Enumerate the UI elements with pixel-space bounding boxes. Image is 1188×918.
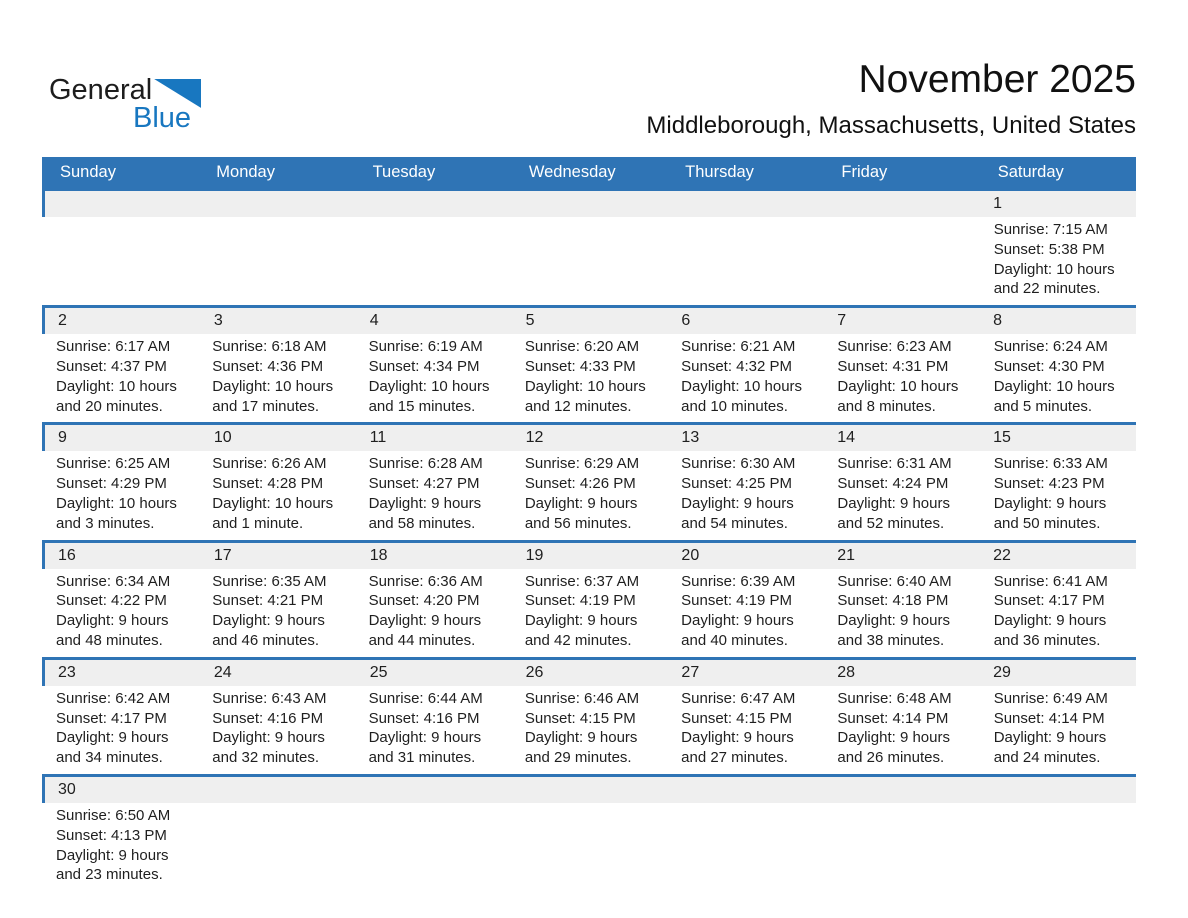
day-number: 27 — [681, 663, 700, 681]
detail-line: Sunrise: 6:48 AM — [837, 689, 952, 707]
day-details-row — [42, 803, 1136, 891]
detail-line: Sunrise: 6:17 AM — [56, 338, 171, 356]
detail-line: Sunset: 4:16 PM — [212, 709, 324, 727]
detail-line: Sunset: 4:29 PM — [56, 475, 167, 493]
detail-line: and 32 minutes. — [212, 749, 320, 767]
day-number: 7 — [837, 312, 847, 330]
detail-line: Daylight: 9 hours — [993, 729, 1107, 747]
day-number: 23 — [58, 663, 76, 681]
day-cell-details — [667, 334, 823, 422]
detail-line: and 3 minutes. — [56, 514, 155, 532]
detail-line: Sunset: 4:37 PM — [56, 357, 167, 375]
day-number: 30 — [58, 780, 76, 798]
day-number: 19 — [525, 546, 544, 564]
page-title: November 2025 — [858, 58, 1136, 101]
detail-line: Sunset: 4:26 PM — [524, 475, 636, 493]
detail-line: and 8 minutes. — [837, 397, 936, 415]
day-details-row — [42, 217, 1136, 305]
day-number: 13 — [681, 429, 700, 447]
detail-line: Daylight: 9 hours — [368, 612, 482, 630]
detail-line: Daylight: 10 hours — [993, 260, 1115, 278]
weekday-saturday: Saturday — [997, 163, 1064, 181]
weekday-friday: Friday — [841, 163, 888, 181]
empty-day-cell — [511, 217, 667, 305]
day-number: 2 — [58, 312, 67, 330]
day-number: 26 — [525, 663, 544, 681]
detail-line: Sunset: 4:28 PM — [212, 475, 324, 493]
detail-line: and 36 minutes. — [993, 631, 1101, 649]
detail-line: and 5 minutes. — [993, 397, 1093, 415]
detail-line: Daylight: 9 hours — [524, 494, 638, 512]
empty-day-cell — [198, 217, 354, 305]
detail-line: and 52 minutes. — [837, 514, 945, 532]
detail-line: and 1 minute. — [212, 514, 304, 532]
detail-line: Sunrise: 6:34 AM — [56, 572, 171, 590]
detail-line: Sunrise: 6:40 AM — [837, 572, 952, 590]
day-number: 24 — [213, 663, 232, 681]
day-cell-details — [42, 451, 198, 539]
detail-line: Daylight: 9 hours — [56, 846, 169, 864]
detail-line: Sunrise: 6:44 AM — [368, 689, 483, 707]
detail-line: and 22 minutes. — [993, 280, 1101, 298]
detail-line: Sunset: 4:30 PM — [993, 357, 1105, 375]
detail-line: Sunset: 4:36 PM — [212, 357, 324, 375]
day-cell-details — [42, 686, 198, 774]
day-cell-details — [355, 451, 511, 539]
detail-line: Sunrise: 6:33 AM — [993, 455, 1108, 473]
detail-line: and 46 minutes. — [212, 631, 320, 649]
detail-line: Daylight: 9 hours — [212, 729, 325, 747]
detail-line: Sunrise: 6:30 AM — [681, 455, 796, 473]
day-cell-details — [667, 686, 823, 774]
detail-line: Daylight: 9 hours — [56, 729, 169, 747]
day-cell-details — [980, 686, 1136, 774]
detail-line: Daylight: 10 hours — [524, 377, 646, 395]
day-cell-details — [198, 569, 354, 657]
detail-line: and 29 minutes. — [524, 749, 632, 767]
detail-line: Sunrise: 6:49 AM — [993, 689, 1108, 707]
detail-line: Sunrise: 6:28 AM — [368, 455, 483, 473]
detail-line: Sunset: 4:18 PM — [837, 592, 949, 610]
day-cell-details — [667, 569, 823, 657]
weekday-wednesday: Wednesday — [528, 163, 616, 181]
day-cell-details — [355, 569, 511, 657]
day-cell-details — [355, 686, 511, 774]
day-number: 3 — [213, 312, 223, 330]
detail-line: Sunrise: 6:26 AM — [212, 455, 327, 473]
day-cell-details — [980, 334, 1136, 422]
detail-line: Daylight: 9 hours — [681, 494, 794, 512]
day-details-row — [42, 569, 1136, 657]
day-number: 11 — [369, 429, 387, 447]
location-subtitle: Middleborough, Massachusetts, United States — [646, 112, 1136, 139]
detail-line: Daylight: 10 hours — [681, 377, 803, 395]
day-cell-details — [511, 334, 667, 422]
detail-line: Sunset: 4:27 PM — [368, 475, 480, 493]
day-details-row — [42, 686, 1136, 774]
day-number: 6 — [681, 312, 691, 330]
detail-line: Daylight: 10 hours — [212, 377, 334, 395]
detail-line: Daylight: 9 hours — [524, 612, 638, 630]
empty-day-cell — [355, 803, 511, 891]
day-number: 15 — [993, 429, 1011, 447]
detail-line: Sunset: 4:14 PM — [993, 709, 1105, 727]
detail-line: Daylight: 10 hours — [56, 494, 177, 512]
detail-line: Sunrise: 6:21 AM — [681, 338, 796, 356]
day-cell-details — [42, 569, 198, 657]
calendar-grid — [42, 157, 1136, 891]
day-cell-details — [511, 569, 667, 657]
week-row — [42, 657, 1136, 774]
detail-line: Sunset: 4:32 PM — [681, 357, 793, 375]
detail-line: Sunset: 4:17 PM — [56, 709, 167, 727]
detail-line: Daylight: 9 hours — [837, 494, 950, 512]
detail-line: and 23 minutes. — [56, 866, 163, 884]
day-cell-details — [980, 569, 1136, 657]
detail-line: Daylight: 9 hours — [524, 729, 638, 747]
detail-line: Sunrise: 6:29 AM — [524, 455, 640, 473]
day-cell-details — [823, 451, 979, 539]
day-cell-details — [667, 451, 823, 539]
week-row — [42, 540, 1136, 657]
detail-line: and 27 minutes. — [681, 749, 788, 767]
detail-line: and 40 minutes. — [681, 631, 788, 649]
detail-line: Sunrise: 6:37 AM — [524, 572, 640, 590]
detail-line: Sunset: 4:19 PM — [681, 592, 793, 610]
day-number-strip — [42, 308, 1136, 334]
detail-line: Sunrise: 6:23 AM — [837, 338, 952, 356]
empty-day-cell — [823, 217, 979, 305]
detail-line: Sunrise: 6:24 AM — [993, 338, 1108, 356]
day-cell-details — [511, 451, 667, 539]
detail-line: Daylight: 10 hours — [56, 377, 177, 395]
detail-line: Daylight: 10 hours — [212, 494, 334, 512]
day-number-strip — [42, 543, 1136, 569]
detail-line: Sunrise: 6:41 AM — [993, 572, 1108, 590]
day-number: 25 — [369, 663, 388, 681]
day-number: 16 — [58, 546, 76, 564]
detail-line: Sunrise: 6:47 AM — [681, 689, 796, 707]
day-cell-details — [823, 686, 979, 774]
detail-line: Sunrise: 6:42 AM — [56, 689, 171, 707]
general-blue-logo — [49, 76, 201, 133]
weekday-monday: Monday — [216, 163, 275, 181]
empty-day-cell — [198, 803, 354, 891]
detail-line: Daylight: 9 hours — [368, 729, 482, 747]
day-number: 12 — [525, 429, 544, 447]
detail-line: Sunrise: 6:43 AM — [212, 689, 327, 707]
day-cell-details — [823, 569, 979, 657]
weekday-thursday: Thursday — [685, 163, 754, 181]
empty-day-cell — [355, 217, 511, 305]
day-details-row — [42, 334, 1136, 422]
empty-day-cell — [42, 217, 198, 305]
detail-line: and 20 minutes. — [56, 397, 163, 415]
detail-line: Sunset: 5:38 PM — [993, 240, 1105, 258]
day-cell-details — [42, 334, 198, 422]
weekday-sunday: Sunday — [60, 163, 116, 181]
detail-line: Sunrise: 6:35 AM — [212, 572, 327, 590]
detail-line: Daylight: 9 hours — [837, 729, 950, 747]
detail-line: and 50 minutes. — [993, 514, 1101, 532]
detail-line: and 48 minutes. — [56, 631, 163, 649]
detail-line: Sunset: 4:15 PM — [524, 709, 636, 727]
day-cell-details — [980, 451, 1136, 539]
detail-line: Sunrise: 7:15 AM — [993, 221, 1108, 238]
day-number: 29 — [993, 663, 1011, 681]
detail-line: and 26 minutes. — [837, 749, 945, 767]
detail-line: and 15 minutes. — [368, 397, 476, 415]
detail-line: Daylight: 10 hours — [368, 377, 490, 395]
detail-line: Sunset: 4:31 PM — [837, 357, 949, 375]
detail-line: and 44 minutes. — [368, 631, 476, 649]
day-cell-details — [355, 334, 511, 422]
detail-line: and 38 minutes. — [837, 631, 945, 649]
detail-line: Daylight: 9 hours — [212, 612, 325, 630]
empty-day-cell — [667, 217, 823, 305]
day-cell-details — [198, 451, 354, 539]
day-number-strip — [42, 777, 1136, 803]
detail-line: Sunset: 4:21 PM — [212, 592, 324, 610]
day-number: 17 — [213, 546, 232, 564]
week-row — [42, 188, 1136, 305]
detail-line: Sunrise: 6:50 AM — [56, 806, 171, 824]
detail-line: Daylight: 9 hours — [681, 729, 794, 747]
week-row — [42, 305, 1136, 422]
detail-line: Sunset: 4:16 PM — [368, 709, 480, 727]
day-cell-details — [823, 334, 979, 422]
day-number: 21 — [837, 546, 856, 564]
day-number: 14 — [837, 429, 856, 447]
day-number: 9 — [58, 429, 67, 447]
empty-day-cell — [980, 803, 1136, 891]
detail-line: Sunrise: 6:31 AM — [837, 455, 952, 473]
detail-line: and 42 minutes. — [524, 631, 632, 649]
detail-line: Daylight: 10 hours — [993, 377, 1115, 395]
weeks-container — [42, 188, 1136, 891]
detail-line: Sunrise: 6:20 AM — [524, 338, 640, 356]
logo-text-general: General — [49, 74, 153, 106]
detail-line: Sunset: 4:13 PM — [56, 826, 167, 844]
detail-line: and 54 minutes. — [681, 514, 788, 532]
weekday-tuesday: Tuesday — [372, 163, 436, 181]
detail-line: Daylight: 9 hours — [837, 612, 950, 630]
detail-line: and 31 minutes. — [368, 749, 476, 767]
detail-line: Sunset: 4:24 PM — [837, 475, 949, 493]
detail-line: and 34 minutes. — [56, 749, 163, 767]
detail-line: Sunrise: 6:36 AM — [368, 572, 483, 590]
detail-line: Daylight: 9 hours — [56, 612, 169, 630]
detail-line: and 56 minutes. — [524, 514, 632, 532]
detail-line: Sunrise: 6:19 AM — [368, 338, 483, 356]
day-cell-details — [42, 803, 198, 891]
week-row — [42, 774, 1136, 891]
detail-line: Daylight: 9 hours — [993, 494, 1107, 512]
day-number: 20 — [681, 546, 700, 564]
detail-line: Sunset: 4:15 PM — [681, 709, 793, 727]
detail-line: Sunset: 4:34 PM — [368, 357, 480, 375]
detail-line: Daylight: 10 hours — [837, 377, 959, 395]
day-number: 10 — [213, 429, 232, 447]
day-number: 8 — [993, 312, 1003, 330]
day-number: 4 — [369, 312, 379, 330]
detail-line: Sunset: 4:17 PM — [993, 592, 1105, 610]
day-number-strip — [42, 191, 1136, 217]
detail-line: Sunrise: 6:18 AM — [212, 338, 327, 356]
day-number: 1 — [993, 195, 1003, 212]
empty-day-cell — [667, 803, 823, 891]
detail-line: Sunset: 4:23 PM — [993, 475, 1105, 493]
day-cell-details — [198, 334, 354, 422]
detail-line: Sunset: 4:22 PM — [56, 592, 167, 610]
week-row — [42, 422, 1136, 539]
day-number: 18 — [369, 546, 388, 564]
day-number-strip — [42, 425, 1136, 451]
detail-line: Daylight: 9 hours — [368, 494, 482, 512]
detail-line: and 17 minutes. — [212, 397, 320, 415]
day-number: 5 — [525, 312, 535, 330]
detail-line: and 24 minutes. — [993, 749, 1101, 767]
day-cell-details — [511, 686, 667, 774]
detail-line: and 58 minutes. — [368, 514, 476, 532]
day-details-row — [42, 451, 1136, 539]
day-cell-details — [198, 686, 354, 774]
detail-line: Sunset: 4:25 PM — [681, 475, 793, 493]
detail-line: and 12 minutes. — [524, 397, 632, 415]
detail-line: Sunrise: 6:25 AM — [56, 455, 171, 473]
day-number-strip — [42, 660, 1136, 686]
detail-line: Sunset: 4:33 PM — [524, 357, 636, 375]
detail-line: Sunset: 4:19 PM — [524, 592, 636, 610]
detail-line: Daylight: 9 hours — [681, 612, 794, 630]
day-number: 22 — [993, 546, 1011, 564]
logo-text-blue: Blue — [133, 102, 192, 134]
detail-line: Sunrise: 6:46 AM — [524, 689, 640, 707]
detail-line: and 10 minutes. — [681, 397, 788, 415]
day-cell-details — [980, 217, 1136, 305]
empty-day-cell — [823, 803, 979, 891]
detail-line: Daylight: 9 hours — [993, 612, 1107, 630]
empty-day-cell — [511, 803, 667, 891]
detail-line: Sunset: 4:20 PM — [368, 592, 480, 610]
detail-line: Sunrise: 6:39 AM — [681, 572, 796, 590]
day-number: 28 — [837, 663, 856, 681]
title-block — [646, 58, 1136, 140]
weekday-header-row — [42, 157, 1136, 188]
detail-line: Sunset: 4:14 PM — [837, 709, 949, 727]
